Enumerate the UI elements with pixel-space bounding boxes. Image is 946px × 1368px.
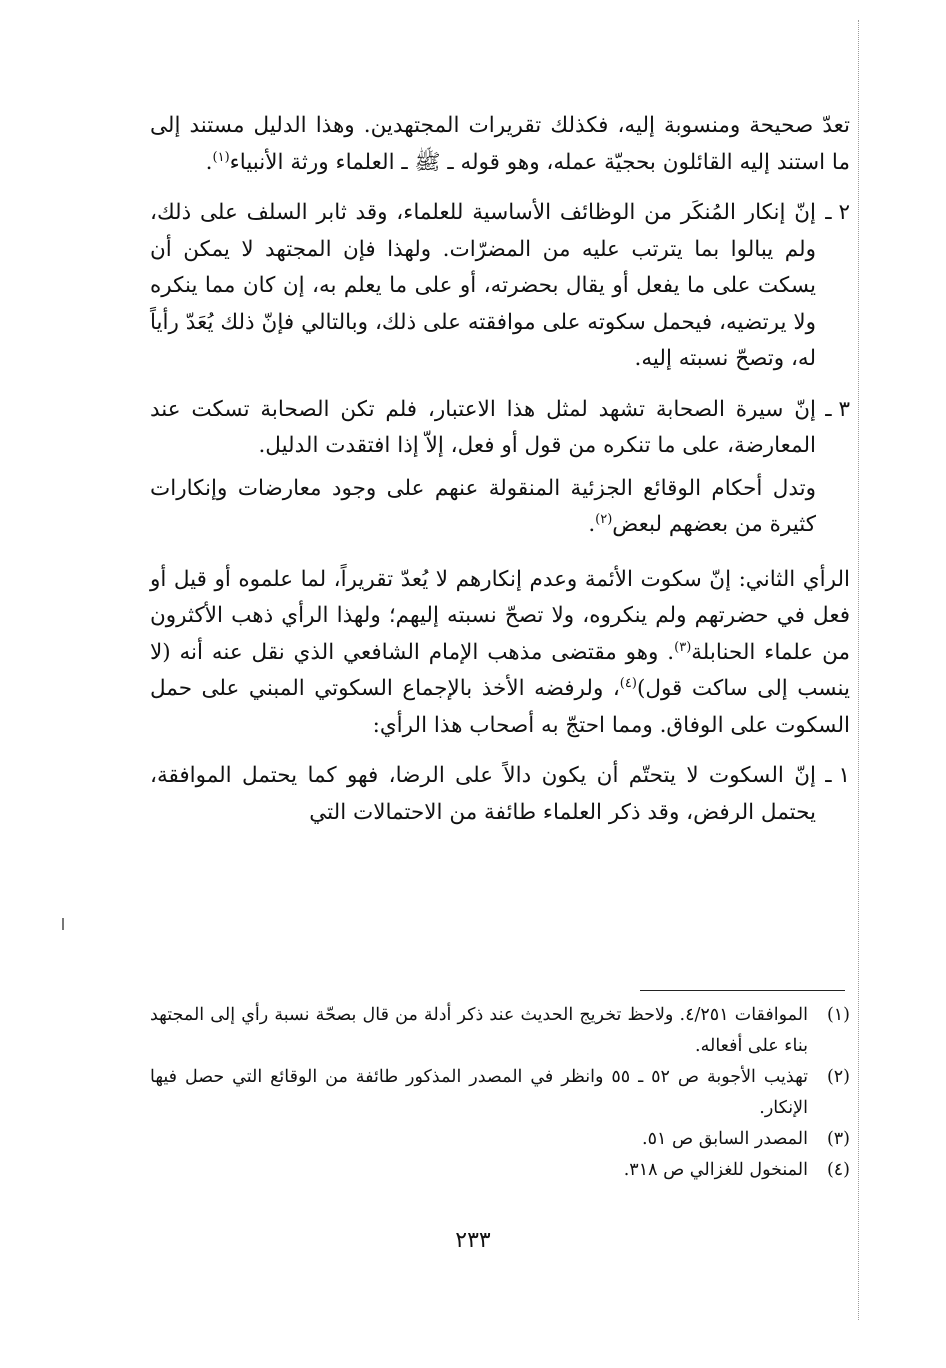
footnote-4: [150, 1155, 850, 1186]
footnote-ref-3: (٣): [674, 639, 692, 655]
point-3-continuation-end: .: [588, 512, 596, 537]
point-1-text: إنّ السكوت لا يتحتّم أن يكون دالاً على الرضا، فهو كما يحتمل الموافقة، يحتمل الرفض، وقد ذكر العلماء طائفة من الاحتمالات التي: [150, 763, 816, 825]
second-opinion-part-1: الرأي الثاني: إنّ سكوت الأئمة وعدم إنكارهم لا يُعدّ تقريراً، لما علموه أو قيل أو فعل في حضرتهم ولم ينكروه، ولا تصحّ نسبته إليهم؛ ولهذا الرأي ذهب الأكثرون من علماء الحنابلة: [150, 566, 850, 665]
main-text: [150, 108, 850, 831]
footnote-2-text: تهذيب الأجوبة ص ٥٢ ـ ٥٥ وانظر في المصدر المذكور طائفة من الوقائع التي حصل فيها الإنكار.: [150, 1067, 809, 1118]
intro-paragraph: [150, 108, 850, 181]
point-3: [150, 392, 850, 465]
point-3-text: إنّ سيرة الصحابة تشهد لمثل هذا الاعتبار، فلم تكن الصحابة تسكت عند المعارضة، على ما تنكره من قول أو فعل، إلاّ إذا افتقدت الدليل.: [150, 396, 816, 458]
point-2-number: ٢ ـ: [825, 200, 850, 225]
point-3-continuation: [150, 471, 850, 544]
second-opinion-part-3: ، ولرفضه الأخذ بالإجماع السكوتي المبني على حمل السكوت على الوفاق. ومما احتجّ به أصحاب هذا الرأي:: [150, 676, 850, 738]
page-number: ٢٣٣: [455, 1228, 491, 1253]
footnote-4-text: المنخول للغزالي ص ٣١٨.: [623, 1160, 808, 1180]
point-1: [150, 758, 850, 831]
intro-text: تعدّ صحيحة ومنسوبة إليه، فكذلك تقريرات المجتهدين. وهذا الدليل مستند إلى ما استند إليه القائلون بحجيّة عمله، وهو قوله ـ ﷺ ـ العلماء ورثة الأنبياء: [150, 113, 850, 175]
footnote-4-number: (٤): [826, 1160, 850, 1180]
footnote-3-number: (٣): [826, 1129, 850, 1149]
footnote-ref-2: (٢): [595, 511, 613, 527]
margin-mark: [62, 918, 64, 930]
footnote-ref-4: (٤): [619, 675, 637, 691]
point-3-number: ٣ ـ: [825, 396, 850, 422]
footnote-separator: [640, 990, 845, 991]
margin-dotted-line: [858, 20, 859, 1320]
intro-end: .: [205, 149, 213, 175]
point-1-number: ١ ـ: [825, 763, 850, 788]
footnote-3: [150, 1124, 850, 1155]
footnote-ref-1: (١): [212, 149, 230, 165]
second-opinion-paragraph: [150, 562, 850, 745]
point-2-text: إنّ إنكار المُنكَر من الوظائف الأساسية للعلماء، وقد ثابر السلف على ذلك، ولم يبالوا بما يترتب عليه من المضرّات. ولهذا فإن المجتهد لا يمكن أن يسكت على ما يفعل أو يقال بحضرته، أو على ما يعلم به، إن كان مما ينكره ولا يرتضيه، فيحمل سكوته على موافقته على ذلك، وبالتالي فإنّ ذلك يُعَدّ رأياً له، وتصحّ نسبته إليه.: [150, 200, 816, 371]
footnote-1: [150, 1000, 850, 1062]
point-2: [150, 195, 850, 378]
footnotes: [150, 1000, 850, 1186]
footnote-2-number: (٢): [826, 1067, 850, 1087]
footnote-2: [150, 1062, 850, 1124]
footnote-1-number: (١): [826, 1005, 850, 1025]
footnote-1-text: الموافقات ٤/٢٥١. ولاحظ تخريج الحديث عند ذكر أدلة من قال بصحّة نسبة رأي إلى المجتهد بناء على أفعاله.: [150, 1005, 808, 1056]
footnote-3-text: المصدر السابق ص ٥١.: [642, 1129, 808, 1149]
second-opinion-part-2: . وهو مقتضى مذهب الإمام الشافعي الذي نقل عنه أنه (لا ينسب إلى ساكت قول): [150, 639, 850, 701]
point-3-continuation-text: وتدل أحكام الوقائع الجزئية المنقولة عنهم على وجود معارضات وإنكارات كثيرة من بعضهم لبعض: [150, 475, 816, 537]
